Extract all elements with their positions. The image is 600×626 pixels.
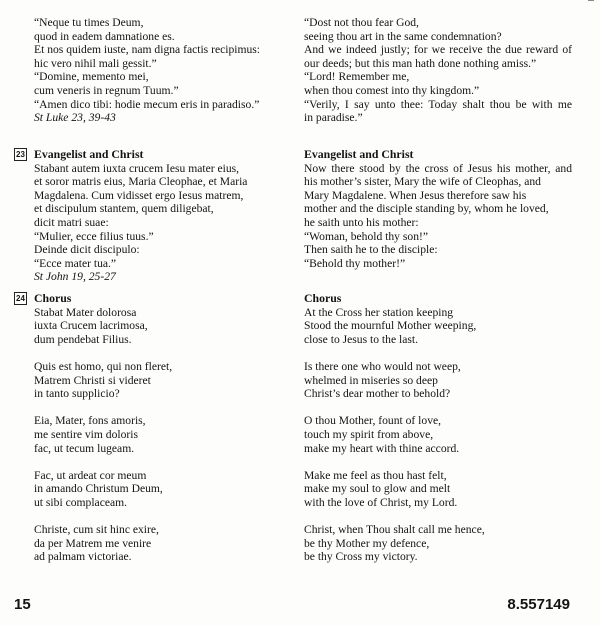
text-line: make my heart with thine accord. [304,441,460,455]
text-line: our deeds; but this man hath done nothing amiss.” [304,56,537,70]
text-line: mother and the disciple standing by, whom he loved, [304,202,549,216]
text-line: Now there stood by the cross of Jesus his mother, and [304,161,572,175]
stanza [34,360,284,401]
crop-mark [588,0,594,5]
text-line: be thy Mother my defence, [304,536,430,550]
text-line: “Neque tu times Deum, [34,16,144,29]
latin-chorus-block [16,291,284,564]
english-luke-block [304,16,572,125]
text-line: Stabant autem iuxta crucem Iesu mater eius, [34,161,240,175]
text-line: Christ’s dear mother to behold? [304,387,451,401]
text-line: Magdalena. Cum vidisset ergo Iesus matrem, [34,188,244,202]
section-heading: Evangelist and Christ [304,147,414,161]
text-line: touch my spirit from above, [304,427,434,441]
page-number: 15 [14,596,31,613]
text-line: “Mulier, ecce filius tuus.” [34,229,154,243]
stanza [304,360,572,401]
text-line: “Ecce mater tua.” [34,256,117,270]
stanza [304,306,572,347]
stanza [34,306,284,347]
text-line: make my soul to glow and melt [304,482,451,496]
text-line: dicit matri suae: [34,215,109,229]
text-line: Fac, ut ardeat cor meum [34,468,147,482]
text-line: “Woman, behold thy son!” [304,229,428,243]
text-line: seeing thou art in the same condemnation? [304,29,502,43]
text-line: At the Cross her station keeping [304,305,454,319]
text-line: et soror matris eius, Maria Cleophae, et Maria [34,175,248,189]
text-line: in amando Christum Deum, [34,482,163,496]
section-heading: Evangelist and Christ [34,147,144,161]
text-line: “Verily, I say unto thee: Today shalt thou be with me [304,97,572,111]
text-line: ut sibi complaceam. [34,495,128,509]
stanza [304,469,572,510]
text-line: hic vero nihil mali gessit.” [34,56,157,70]
text-line: be thy Cross my victory. [304,550,418,564]
text-line: with the love of Christ, my Lord. [304,495,458,509]
text-line: Is there one who would not weep, [304,359,461,373]
stanza [34,523,284,564]
text-line: “Behold thy mother!” [304,256,406,270]
text-line: “Domine, memento mei, [34,70,149,84]
english-john-block [304,148,572,270]
text-line: Stabat Mater dolorosa [34,305,137,319]
stanza [304,414,572,455]
text-line: Mary Magdalene. When Jesus therefore saw his [304,188,527,202]
text-line: in tanto supplicio? [34,387,120,401]
text-line: “Dost not thou fear God, [304,16,419,29]
text-line: O thou Mother, fount of love, [304,414,442,428]
text-line: Et nos quidem iuste, nam digna factis recipimus: [34,43,261,57]
text-line: whelmed in miseries so deep [304,373,438,387]
text-line: da per Matrem me venire [34,536,152,550]
scripture-reference: St Luke 23, 39-43 [34,111,116,125]
stanza [34,469,284,510]
english-chorus-block [304,292,572,564]
text-line: in paradise.” [304,111,363,125]
stanza [34,414,284,455]
track-number-badge: 23 [14,148,27,161]
text-line: when thou comest into thy kingdom.” [304,83,480,97]
text-line: close to Jesus to the last. [304,332,418,346]
text-line: Eia, Mater, fons amoris, [34,414,146,428]
text-line: Christ, when Thou shalt call me hence, [304,523,485,537]
text-line: ad palmam victoriae. [34,550,132,564]
latin-john-block [16,147,284,284]
text-line: iuxta Crucem lacrimosa, [34,319,148,333]
text-line: Quis est homo, qui non fleret, [34,359,173,373]
track-number-badge: 24 [14,292,27,305]
text-line: Deinde dicit discipulo: [34,243,140,257]
latin-luke-block [34,16,284,125]
text-line: fac, ut tecum lugeam. [34,441,135,455]
text-line: cum veneris in regnum Tuum.” [34,83,179,97]
text-line: his mother’s sister, Mary the wife of Cleophas, and [304,175,541,189]
text-line: “Amen dico tibi: hodie mecum eris in paradiso.” [34,97,260,111]
text-line: Matrem Christi si videret [34,373,151,387]
text-line: he saith unto his mother: [304,215,419,229]
text-line: Then saith he to the disciple: [304,243,438,257]
text-line: Make me feel as thou hast felt, [304,468,447,482]
section-heading: Chorus [304,291,342,305]
text-line: et discipulum stantem, quem diligebat, [34,202,214,216]
text-line: And we indeed justly; for we receive the due reward of [304,43,572,57]
text-line: Christe, cum sit hinc exire, [34,523,159,537]
text-line: dum pendebat Filius. [34,332,132,346]
stanza [304,523,572,564]
section-heading: Chorus [34,291,72,305]
text-line: “Lord! Remember me, [304,70,410,84]
catalogue-number: 8.557149 [507,596,570,613]
text-line: me sentire vim doloris [34,427,139,441]
text-line: Stood the mournful Mother weeping, [304,319,477,333]
scripture-reference: St John 19, 25-27 [34,270,116,284]
text-line: quod in eadem damnatione es. [34,29,175,43]
